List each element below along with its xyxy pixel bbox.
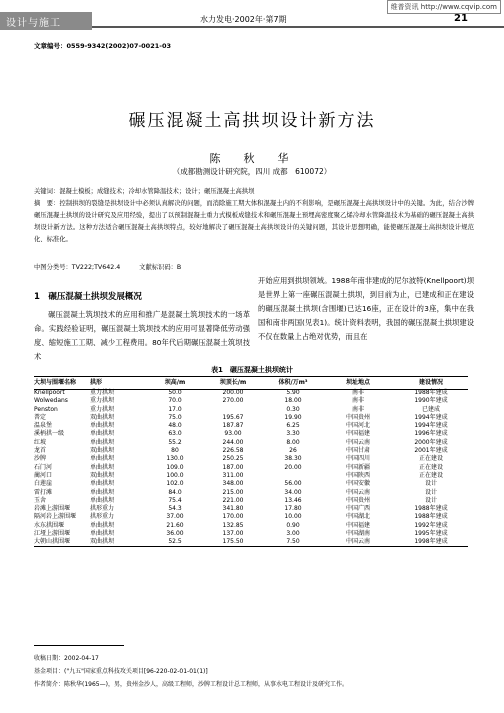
table-cell: 7.50 [286,538,300,546]
table-cell: 38.30 [284,455,302,463]
table-cell: 红坡 [34,438,47,446]
table-header-row [34,377,468,389]
table-cell: 54.3 [168,505,182,513]
section-banner [0,12,92,30]
table-cell: 石门河 [34,463,53,471]
table-cell: 270.00 [222,397,244,405]
table-row [34,489,468,497]
table-cell: 5.90 [286,389,300,396]
table-cell: 设计 [424,488,437,496]
table-cell: 中国云南 [345,488,370,496]
table-cell: 普定 [34,413,47,421]
table-cell: 中国四川 [345,455,370,463]
table-cell: 单曲拱坝 [90,422,115,430]
table-cell: 1994年建成 [414,422,448,430]
table-cell: 单曲拱坝 [90,488,115,496]
table-cell: 109.0 [166,463,184,471]
table-cell: 蔺河口 [34,471,53,479]
table-row [34,397,468,405]
table-cell: 26 [289,447,297,455]
table-cell: 17.0 [168,405,182,413]
table-cell: 52.5 [168,538,182,546]
table-cell: 1988年建成 [414,389,448,396]
keywords: 关键词：混凝土模板；成缝技术；冷却水管降温技术；设计；碾压混凝土高拱坝 [34,188,255,195]
table-cell: 132.85 [222,521,244,529]
table-cell: 1994年建成 [414,413,448,421]
table-cell: 170.00 [222,513,244,521]
table-cell: 1995年建成 [414,530,448,538]
table-cell: 温泉堡 [34,422,53,430]
table-cell: 溪柄拱一级 [34,430,65,438]
table-cell: 正在建设 [418,471,443,479]
table-cell: 0.30 [286,405,300,413]
table-cell: 正在建设 [418,463,443,471]
table-row [34,522,468,530]
abstract: 摘 要：控制拱坝的裂缝是拱坝设计中必须认真解决的问题，而消除施工期大体积混凝土内的不利影响，是碾压混凝土高拱坝设计中的关键。为此，结合沙牌碾压混凝土拱坝的设计研究及应用经验，提出了以预制混凝土重力式模板成缝技术和碾压混凝土预埋高密度聚乙烯冷却水管降温技术为基础的碾压混凝土高拱坝设计新方法。这种方法适合碾压混凝土高拱坝特点，较好地解决了碾压混凝土高拱坝设计的关键问题，其设计思想明确，能使碾压混凝土高拱坝设计规范化、标准化。 [34,200,474,243]
table-row [34,455,468,463]
table-cell: 隔河岩上游围堰 [34,513,77,521]
author-name: 陈 秋 华 [209,152,295,165]
table-cell: 311.00 [222,471,244,479]
table-cell: 白莲崖 [34,480,53,488]
table-row [34,464,468,472]
table-cell: 单曲拱坝 [90,463,115,471]
table-cell: 2001年建成 [414,447,448,455]
table-cell: 岩滩上游围堰 [34,505,71,513]
table-cell: 8.00 [286,438,300,446]
table-cell: 重力拱坝 [90,397,115,405]
table-cell [264,472,322,480]
table-cell: 6.25 [286,422,300,430]
table-cell: 南非 [351,389,364,396]
table-cell: 1996年建成 [414,430,448,438]
table-cell: 单曲拱坝 [90,496,115,504]
table-row [34,430,468,438]
table-cell [202,406,264,414]
table-caption: 表1 碾压混凝土拱坝统计 [211,366,293,374]
table-cell: 双曲拱坝 [90,447,115,455]
table-cell: 单曲拱坝 [90,438,115,446]
table-cell: 大朝山拱围堰 [34,538,71,546]
table-cell: 雷打滩 [34,488,53,496]
table-cell: 187.00 [222,463,244,471]
table-cell: 中国甘肃 [345,447,370,455]
table-cell: 10.00 [284,513,302,521]
table-cell: 重力拱坝 [90,389,115,396]
fund-project: 基金项目：("九五"国家重点科技攻关项目[96-220-02-01-01(1)] [34,668,208,675]
author-bio: 作者简介：陈秋华(1965—)，男，贵州金沙人，高级工程师，沙牌工程设计总工程师，从事水电工程设计及研究工作。 [34,681,348,688]
journal-name: 水力发电·2002年·第7期 [200,15,287,24]
classification: 中图分类号：TV222;TV642.4 文献标识码：B [34,264,182,271]
table-cell: 70.0 [168,397,182,405]
table-cell: 1992年建成 [414,521,448,529]
footnote-rule [34,645,124,646]
watermark-stamp: 维普资讯 http://www.cqvip.com [387,0,501,14]
table-cell: 已建成 [421,405,440,413]
table-row [34,414,468,422]
table-cell: 双曲拱坝 [90,538,115,546]
table-cell: 348.00 [222,480,244,488]
table-cell: 拱形重力 [90,505,115,513]
table-row [34,439,468,447]
author-affiliation: （成都勘测设计研究院，四川 成都 610072） [172,167,332,176]
page-number: 21 [454,13,468,24]
table-cell: 水东拱围堰 [34,521,65,529]
page-header [0,12,504,30]
table-cell: 中国云南 [345,438,370,446]
table-cell: 单曲拱坝 [90,480,115,488]
column-header: 建设情况 [418,379,443,386]
table-cell: 中国贵州 [345,496,370,504]
table-cell: 中国云南 [345,538,370,546]
table-cell: 63.0 [168,430,182,438]
table-cell: 75.4 [168,496,182,504]
table-cell: 341.80 [222,505,244,513]
table-cell: Knellpoort [34,389,65,396]
table-cell: 75.0 [168,413,182,421]
table-cell: 中国湖北 [345,513,370,521]
table-cell: 南非 [351,397,364,405]
table-cell: 中国湖南 [345,530,370,538]
table-cell: 单曲拱坝 [90,530,115,538]
body-text-right: 开始应用到拱坝领域。1988年南非建成的尼尔波特(Knellpoort)坝是世界上第一座碾压混凝土拱坝，到目前为止，已建成和正在建设的碾压混凝土拱坝(含围堰)已达16座，正在设计的3座，集中在我国和南非两国(见表1)。统计资料表明，我国的碾压混凝土拱坝建设不仅在数量上占绝对优势，而且在 [258,276,474,341]
dam-statistics-table [34,377,468,547]
table-cell: 单曲拱坝 [90,430,115,438]
table-cell: 244.00 [222,438,244,446]
table-cell: 215.00 [222,488,244,496]
table-cell: 80 [171,447,179,455]
table-cell: 19.90 [284,413,302,421]
table-cell: 1988年建成 [414,505,448,513]
table-cell: 中国陕西 [345,471,370,479]
table-cell: 中国新疆 [345,463,370,471]
table-cell: 102.0 [166,480,184,488]
table-cell: 50.0 [168,389,182,396]
table-cell: 双曲拱坝 [90,413,115,421]
body-text-left: 碾压混凝土筑坝技术的应用和推广是混凝土筑坝技术的一场革命。实践经验证明，碾压混凝土筑坝技术的应用可显著降低劳动强度、缩短施工工期、减少工程费用。80年代后期碾压混凝土筑坝技术 [34,310,250,361]
header-rule [92,26,504,28]
table-cell: 100.0 [166,471,184,479]
column-header: 坝址地点 [345,379,370,386]
table-cell: 正在建设 [418,455,443,463]
table-cell: 18.00 [284,397,302,405]
table-cell: 20.00 [284,463,302,471]
table-cell: 13.46 [284,496,302,504]
table-cell: 55.2 [168,438,182,446]
table-cell: 玉舍 [34,496,47,504]
table-cell: 226.58 [222,447,244,455]
article-number: 文章编号：0559-9342(2002)07-0021-03 [34,42,171,50]
table-cell: 双曲拱坝 [90,471,115,479]
table-cell: 1990年建成 [414,397,448,405]
table-cell: 137.00 [222,530,244,538]
table-cell: 3.00 [286,530,300,538]
table-cell: 中国福建 [345,521,370,529]
paper-title: 碾压混凝土高拱坝设计新方法 [128,111,376,131]
table-cell: 187.87 [222,422,244,430]
table-cell: 中国广西 [345,505,370,513]
table-cell: 中国贵州 [345,413,370,421]
table-cell: 130.0 [166,455,184,463]
table-cell: 1988年建成 [414,513,448,521]
table-cell: 沙牌 [34,455,47,463]
table-cell: Wolwedans [34,397,68,405]
table-cell: 南非 [351,405,364,413]
table-cell: 36.00 [166,530,184,538]
table-cell: 200.00 [222,389,244,396]
table-body [34,389,468,547]
column-header: 大坝与围堰名称 [34,379,77,386]
received-date: 收稿日期：2002-04-17 [34,655,99,662]
table-row [34,480,468,488]
table-cell: 84.0 [168,488,182,496]
table-cell: 中国福建 [345,430,370,438]
table-cell: 中国安徽 [345,480,370,488]
table-cell: 3.30 [286,430,300,438]
table-row [34,406,468,414]
table-cell: 250.25 [222,455,244,463]
table-row [34,497,468,505]
table-cell: 175.50 [222,538,244,546]
column-header: 拱形 [90,379,103,386]
table-cell: 设计 [424,496,437,504]
table-cell: 单曲拱坝 [90,455,115,463]
section-heading: 1 碾压混凝土拱坝发展概况 [34,292,142,302]
table-cell: 龙首 [34,447,47,455]
table-cell: 34.00 [284,488,302,496]
table-cell: 221.00 [222,496,244,504]
table-cell: 重力拱坝 [90,405,115,413]
section-label: 设计与施工 [6,18,61,29]
table-cell: 2000年建成 [414,438,448,446]
table-row [34,513,468,521]
table-cell: 设计 [424,480,437,488]
table-cell: 单曲拱坝 [90,521,115,529]
table-cell: 17.80 [284,505,302,513]
table-bottom-rule [34,546,468,547]
table-cell: 1998年建成 [414,538,448,546]
table-cell: 0.90 [286,521,300,529]
table-cell: 56.00 [284,480,302,488]
column-header: 坝顶长/m [219,379,247,386]
table-cell: 21.60 [166,521,184,529]
column-header: 体积/万m³ [278,379,308,386]
table-cell: 拱形重力 [90,513,115,521]
table-cell: 195.67 [222,413,244,421]
table-cell: 37.00 [166,513,184,521]
table-cell: 江垭上游围堰 [34,530,71,538]
table-cell: 48.0 [168,422,182,430]
table-cell: 中国河北 [345,422,370,430]
column-header: 坝高/m [164,379,186,386]
table-cell: Penston [34,405,58,413]
table-cell: 93.00 [224,430,242,438]
